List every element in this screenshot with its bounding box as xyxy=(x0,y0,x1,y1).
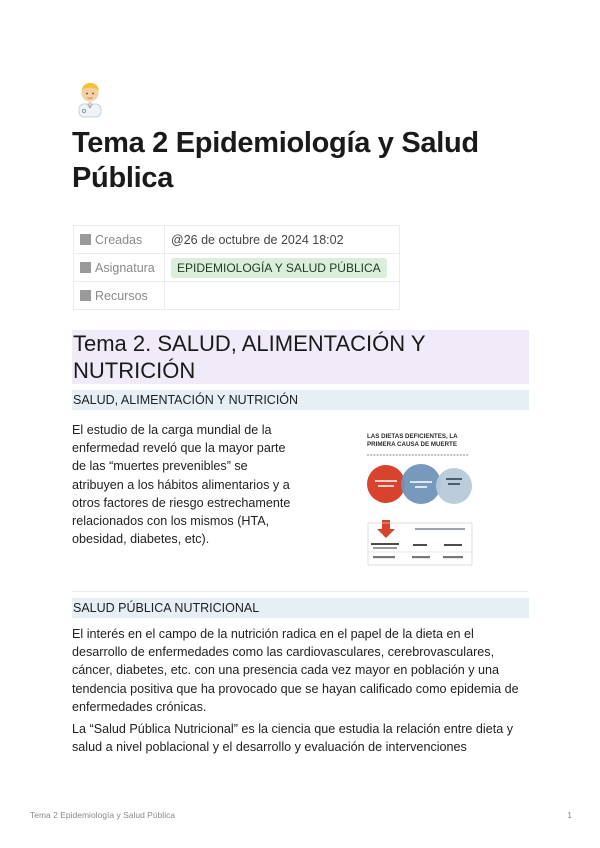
properties-table xyxy=(73,225,400,310)
paragraph-salud-publica-nutricional: La “Salud Pública Nutricional” es la ciencia que estudia la relación entre dieta y salud a nivel poblacional y el desarrollo y evaluación de intervenciones xyxy=(72,722,514,755)
subheading-salud-publica-nutricional: SALUD PÚBLICA NUTRICIONAL xyxy=(72,598,529,618)
paragraph-carga-enfermedad: El estudio de la carga mundial de la enfermedad reveló que la mayor parte de las “muertes prevenibles” se atribuyen a los hábitos alimentarios y a otros factores de riesgo estrechamente relacionados con los mismos (HTA, obesidad, diabetes, etc). xyxy=(72,423,291,547)
property-label: Recursos xyxy=(95,288,148,303)
page-title: Tema 2 Epidemiología y Salud Pública xyxy=(72,127,479,194)
health-worker-emoji-icon xyxy=(72,78,108,118)
property-icon xyxy=(80,262,91,273)
paragraph-interes-nutricion: El interés en el campo de la nutrición radica en el papel de la dieta en el desarrollo de enfermedades como las cardiovasculares, cerebrovasculares, cáncer, diabetes, etc. con una presencia cada vez mayor en población y una tendencia positiva que ha provocado que se hayan calificado como epidemia de enfermedades crónicas. xyxy=(72,627,519,714)
infographic-title-line2: PRIMERA CAUSA DE MUERTE xyxy=(367,441,457,448)
property-row-recursos xyxy=(74,282,400,310)
property-label: Asignatura xyxy=(95,260,155,275)
property-value-date[interactable]: @26 de octubre de 2024 18:02 xyxy=(171,232,344,247)
divider xyxy=(72,591,528,592)
property-value-empty[interactable] xyxy=(165,282,400,310)
footer-page-number: 1 xyxy=(567,810,572,820)
subheading-salud-alimentacion: SALUD, ALIMENTACIÓN Y NUTRICIÓN xyxy=(72,390,529,410)
property-row-creadas xyxy=(74,226,400,254)
property-icon xyxy=(80,290,91,301)
footer-title: Tema 2 Epidemiología y Salud Pública xyxy=(30,810,176,820)
property-label: Creadas xyxy=(95,232,143,247)
section-heading: Tema 2. SALUD, ALIMENTACIÓN Y NUTRICIÓN xyxy=(72,330,529,384)
property-row-asignatura xyxy=(74,254,400,282)
infographic-title-line1: LAS DIETAS DEFICIENTES, LA xyxy=(367,433,458,440)
diet-infographic-image xyxy=(365,428,475,568)
subject-tag[interactable]: EPIDEMIOLOGÍA Y SALUD PÚBLICA xyxy=(171,258,387,278)
property-icon xyxy=(80,234,91,245)
